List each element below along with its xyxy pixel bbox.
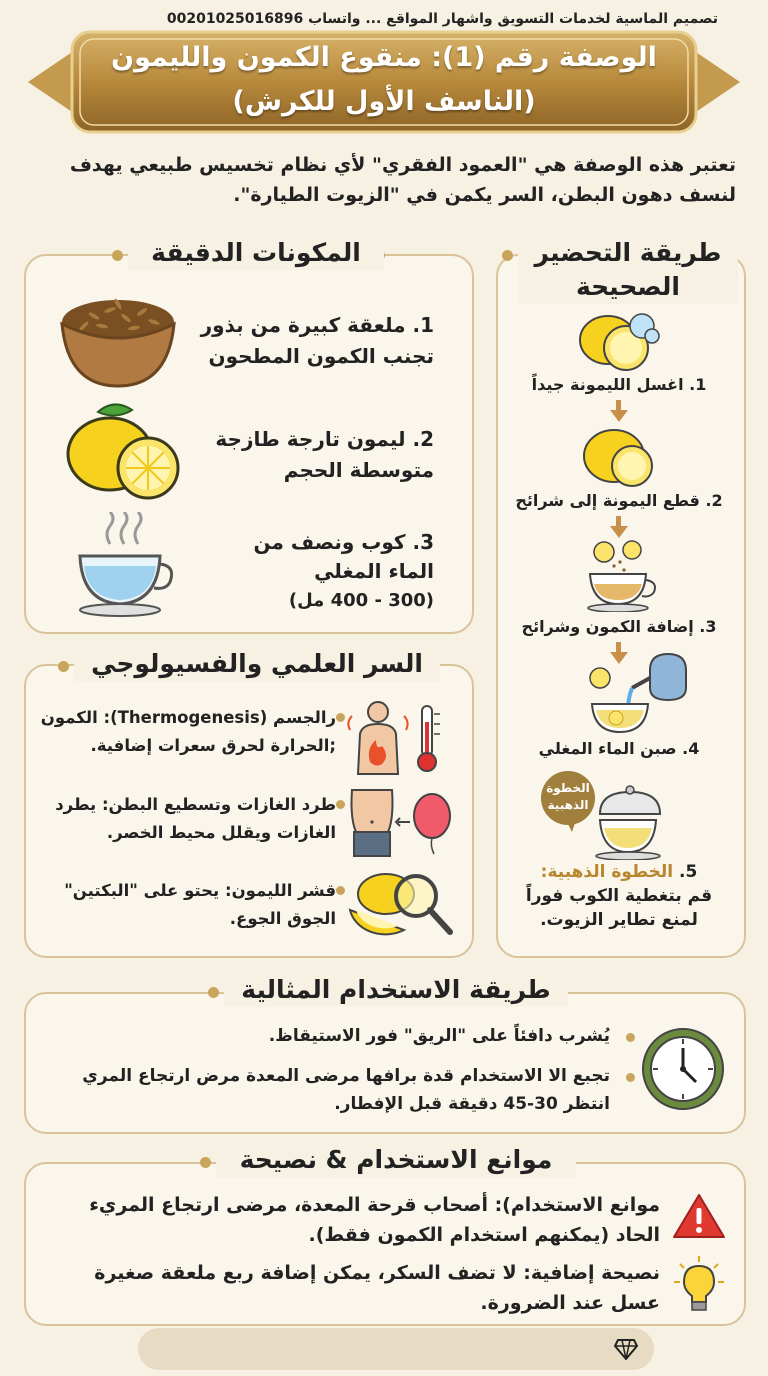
balloon-waist-icon [346,788,456,858]
lemon-magnifier-icon [346,870,454,942]
prep-step-1: 1. اغسل الليمونة جيداً [531,375,707,394]
prep-step-3: 3. إضافة الكمون وشرائح [521,617,717,636]
cup-with-cumin-icon [584,540,660,612]
prep-step-2: 2. قطع اليمونة إلى شرائح [515,491,723,510]
kettle-pour-icon [586,648,692,736]
lemon-icon [62,396,182,506]
golden-step-badge-text: الخطوة الذهبية [546,781,590,812]
usage-item-1: يُشرب دافئاً على "الريق" فور الاستيقاظ. [268,1026,610,1046]
science-item-3: قشر الليمون: يحتو على "البكتين" الجوق الجوع. [64,881,336,928]
ingredient-3: 3. كوب ونصف من الماء المغلي (300 - 400 مل) [253,530,434,611]
cumin-bowl-icon [56,290,180,390]
ingredient-2: 2. ليمون تارجة طازجة متوسطة الحجم [215,427,434,482]
footer-text: تصميم الماسية لخدمات التسويق واشهار المواقع ... واتساب 00201025016896 [166,11,718,27]
covered-cup-icon [590,782,670,860]
washing-lemon-icon [578,310,660,374]
science-title: السر العلمي والفسيولوجي [74,647,440,681]
sliced-lemon-icon [580,424,662,488]
diamond-icon [614,1338,638,1360]
warning-icon [672,1192,726,1240]
usage-item-2: تجبع الا الاستخدام قدة برافها مرضى المعدة مرض ارتجاع المري انتظر 30-45 دقيقة قبل الإفطار. [82,1066,610,1114]
preparation-title: طريقة التحضير الصحيحة [518,236,738,304]
ingredients-title: المكونات الدقيقة [128,236,384,270]
body-heat-icon [346,700,446,776]
warning-item-1: موانع الاستخدام): أصحاب قرحة المعدة، مرضى ارتجاع المريء الحاد (يمكنهم استخدام الكمون فقط). [89,1194,660,1246]
clock-icon [640,1026,726,1112]
intro-paragraph: تعتبر هذه الوصفة هي "العمود الفقري" لأي نظام تخسيس طبيعي يهدف لنسف دهون البطن، السر يكمن في "الزيوت الطيارة". [69,154,736,206]
warnings-title: موانع الاستخدام & نصيحة [216,1143,576,1177]
science-item-2: طرد الغازات وتسطيع البطن: يطرد الغازات ويقلل محيط الخصر. [55,795,336,842]
page-title: الوصفة رقم (1): منقوع الكمون والليمون (الناسف الأول للكرش) [111,42,657,117]
footer-bar [138,1328,654,1370]
lightbulb-icon [674,1256,724,1316]
hot-water-cup-icon [74,512,178,618]
science-item-1: رالجسم (Thermogenesis): الكمون ;الحرارة لحرق سعرات إضافية. [40,708,336,755]
prep-step-5: 5. الخطوة الذهبية: قم بتغطية الكوب فوراً لمنع تطاير الزيوت. [525,862,713,930]
usage-title: طريقة الاستخدام المثالية [224,973,568,1007]
prep-step-4: 4. صبن الماء المغلي [538,739,700,758]
tip-item: نصيحة إضافية: لا تضف السكر، يمكن إضافة ربع ملعقة صغيرة عسل عند الضرورة. [94,1262,660,1314]
ingredient-1: 1. ملعقة كبيرة من بذور تجنب الكمون المطحون [200,313,434,368]
